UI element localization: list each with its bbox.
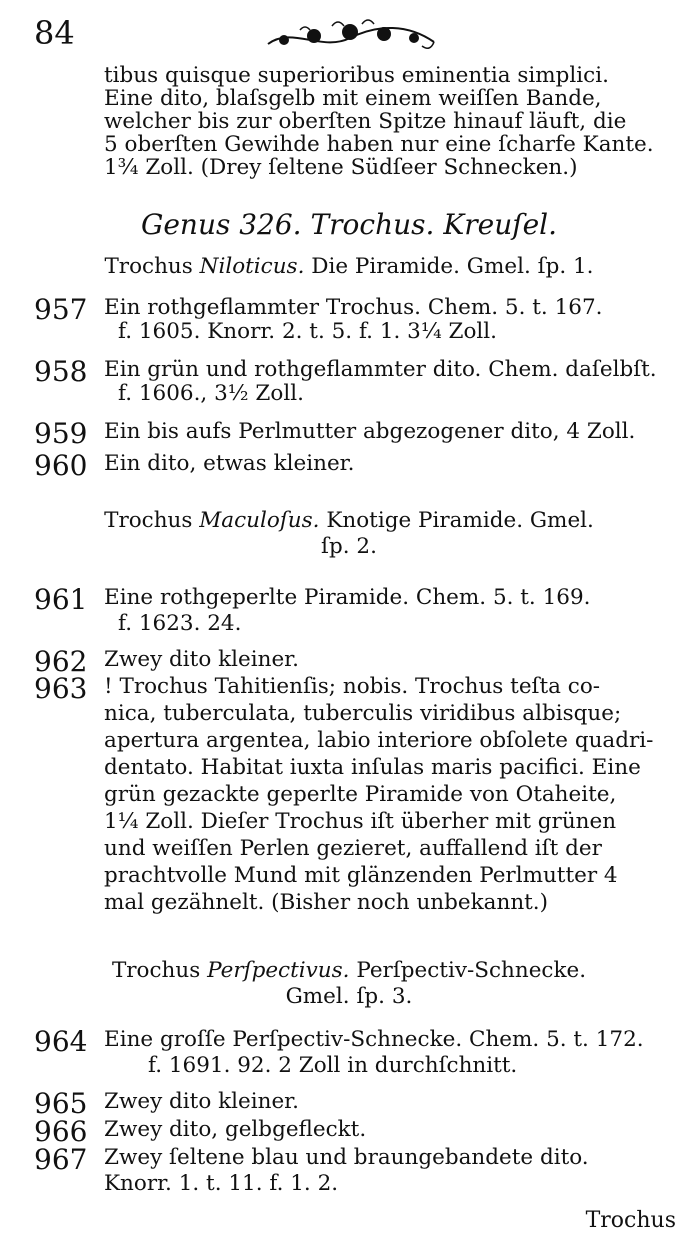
entry-line: ! Trochus Tahitienſis; nobis. Trochus teſta co- xyxy=(104,674,601,699)
species-heading xyxy=(0,254,698,279)
entry-number: 963 xyxy=(34,672,88,705)
entry-line: nica, tuberculata, tuberculis viridibus albisque; xyxy=(104,701,622,726)
species-heading-line2: Gmel. ſp. 3. xyxy=(285,984,413,1009)
entry-line: Ein grün und rothgeflammter dito. Chem. daſelbſt. xyxy=(104,357,657,382)
entry-line: Zwey dito, gelbgefleckt. xyxy=(104,1117,367,1142)
species-suffix: Knotige Piramide. Gmel. xyxy=(319,508,594,533)
floral-vignette-icon xyxy=(262,16,440,56)
entry-number: 959 xyxy=(34,417,88,450)
entry-number: 967 xyxy=(34,1143,88,1176)
species-suffix: Die Piramide. Gmel. ſp. 1. xyxy=(304,254,594,279)
entry-number: 958 xyxy=(34,355,88,388)
text-line: tibus quisque superioribus eminentia simplici. xyxy=(104,63,609,88)
entry-line: Eine groſſe Perſpectiv-Schnecke. Chem. 5. t. 172. xyxy=(104,1027,644,1052)
species-suffix: Perſpectiv-Schnecke. xyxy=(349,958,587,983)
text-line: 1¾ Zoll. (Drey ſeltene Südſeer Schnecken.) xyxy=(104,155,578,180)
entry-line: und weiſſen Perlen gezieret, auffallend iſt der xyxy=(104,836,602,861)
species-prefix: Trochus xyxy=(111,958,208,983)
entry-line: Ein rothgeflammter Trochus. Chem. 5. t. 167. xyxy=(104,295,603,320)
entry-number: 961 xyxy=(34,583,88,616)
entry-line: grün gezackte geperlte Piramide von Otaheite, xyxy=(104,782,617,807)
entry-line: mal gezähnelt. (Bisher noch unbekannt.) xyxy=(104,890,549,915)
species-prefix: Trochus xyxy=(104,508,200,533)
entry-line: Eine rothgeperlte Piramide. Chem. 5. t. 169. xyxy=(104,585,591,610)
entry-line: Zwey ſeltene blau und braungebandete dito. xyxy=(104,1145,589,1170)
entry-number: 960 xyxy=(34,449,88,482)
text-line: 5 oberſten Gewihde haben nur eine ſcharfe Kante. xyxy=(104,132,654,157)
species-name: Niloticus. xyxy=(199,254,305,279)
entry-line: dentato. Habitat iuxta inſulas maris pacifici. Eine xyxy=(104,755,641,780)
entry-number: 964 xyxy=(34,1025,88,1058)
entry-line: apertura argentea, labio interiore obſolete quadri- xyxy=(104,728,654,753)
entry-line: 1¼ Zoll. Dieſer Trochus iſt überher mit grünen xyxy=(104,809,617,834)
entry-line: f. 1623. 24. xyxy=(118,611,242,636)
entry-line: Zwey dito kleiner. xyxy=(104,647,299,672)
entry-line: f. 1606., 3½ Zoll. xyxy=(118,381,304,406)
entry-number: 957 xyxy=(34,293,88,326)
page-number: 84 xyxy=(34,14,75,52)
entry-number: 962 xyxy=(34,645,88,678)
entry-number: 966 xyxy=(34,1115,88,1148)
text-line: welcher bis zur oberſten Spitze hinauf läuft, die xyxy=(104,109,627,134)
entry-line: Ein bis aufs Perlmutter abgezogener dito, 4 Zoll. xyxy=(104,419,636,444)
entry-line: prachtvolle Mund mit glänzenden Perlmutter 4 xyxy=(104,863,618,888)
entry-number: 965 xyxy=(34,1087,88,1120)
species-name: Maculoſus. xyxy=(199,508,320,533)
text-line: Eine dito, blaſsgelb mit einem weiſſen Bande, xyxy=(104,86,602,111)
entry-line: f. 1605. Knorr. 2. t. 5. f. 1. 3¼ Zoll. xyxy=(118,319,497,344)
species-heading xyxy=(0,958,698,983)
species-prefix: Trochus xyxy=(104,254,200,279)
species-heading-line2: ſp. 2. xyxy=(321,534,377,559)
entry-line: Zwey dito kleiner. xyxy=(104,1089,299,1114)
species-heading xyxy=(0,508,698,533)
entry-line: Ein dito, etwas kleiner. xyxy=(104,451,355,476)
entry-line: Knorr. 1. t. 11. f. 1. 2. xyxy=(104,1171,339,1196)
genus-heading: Genus 326. Trochus. Kreuſel. xyxy=(140,208,558,241)
entry-line: f. 1691. 92. 2 Zoll in durchſchnitt. xyxy=(148,1053,518,1078)
species-name: Perſpectivus. xyxy=(207,958,350,983)
catchword: Trochus xyxy=(585,1208,676,1233)
